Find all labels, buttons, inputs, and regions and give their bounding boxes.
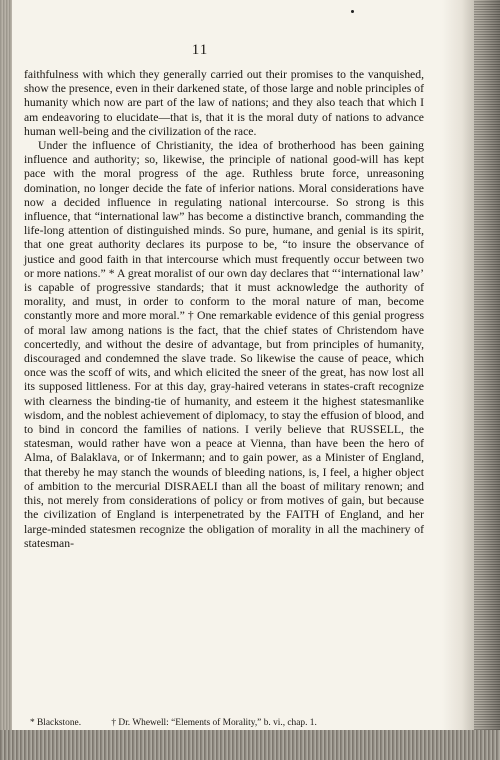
book-spine-shadow xyxy=(442,0,500,760)
paragraph-christianity: Under the influence of Christianity, the idea of brotherhood has been gaining influence and authority; so, likewise, the principle of national good-will has kept pace with the moral progress of the age. Ruthless brute force, unreasoning domination, no longer decide the fate of inferior nations. Moral considerations have now a decided influence in regulating national intercourse. So strong is this influence, that “international law” has become a distinctive branch, commanding the life-long attention of distinguished minds. So pure, humane, and genial is its spirit, that one great authority declares its purpose to be, “to insure the observance of justice and good faith in that intercourse which must frequently occur between two or more nations.” * A great moralist of our own day declares that “‘international law’ is capable of progressive standards; that it must acknowledge the authority of morality, and must, in order to conform to the moral nature of man, become constantly more and more moral.” † One remarkable evidence of this genial progress of moral law among nations is the fact, that the chief states of Christendom have concertedly, and without the desire of advantage, but from principles of humanity, discouraged and condemned the slave trade. So likewise the cause of peace, which once was the scoff of wits, and which elicited the sneer of the great, has now lost all its supposed littleness. For at this day, gray-haired veterans in states-craft recognize with clearness the binding-tie of humanity, and esteem it the highest statesmanlike wisdom, and the noblest achievement of diplomacy, to stay the effusion of blood, and to bind in concord the families of nations. I verily believe that RUSSELL, the statesman, would rather have won a peace at Vienna, than have been the hero of Alma, of Balaklava, or of Inkermann; and to gain power, as a Minister of England, that thereby he may stanch the wounds of bleeding nations, is, I feel, a higher object of ambition to the mercurial DISRAELI than all the boast of military renown; and this, not merely from considerations of policy or from motives of gain, but because the civilization of England is interpenetrated by the FAITH of England, and her large-minded statesmen recognize the obligation of morality in all the machinery of statesman- xyxy=(24,139,424,550)
footnote-whewell: † Dr. Whewell: “Elements of Morality,” b. vi., chap. 1. xyxy=(111,718,317,728)
page-left-edge xyxy=(0,0,12,760)
footnotes xyxy=(30,718,430,728)
print-speck xyxy=(351,10,354,13)
page-bottom-edge xyxy=(0,730,500,760)
paragraph-continuation: faithfulness with which they generally carried out their promises to the vanquished, show the presence, even in their darkened state, of those large and noble principles of humanity which now are part of the law of nations; and they also teach that which I am endeavoring to elucidate—that is, that it is the moral duty of nations to advance human well-being and the civilization of the race. xyxy=(24,68,424,138)
page-number: 11 xyxy=(191,42,209,58)
footnote-blackstone: * Blackstone. xyxy=(30,718,82,728)
body-text xyxy=(24,68,424,551)
